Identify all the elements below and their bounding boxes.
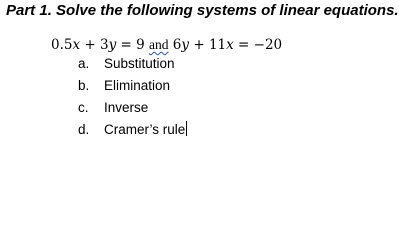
equation-line <box>51 36 282 54</box>
list-item <box>78 119 187 141</box>
equation-text: + 11 <box>189 37 227 53</box>
list-marker: a. <box>78 56 90 71</box>
method-list <box>78 53 187 141</box>
list-item-label: Elimination <box>104 78 171 93</box>
list-marker: b. <box>78 78 90 93</box>
list-item-label: Cramer’s rule <box>104 122 186 137</box>
equation-text: 6 <box>168 37 182 53</box>
list-marker: c. <box>78 100 89 115</box>
list-item <box>78 97 187 119</box>
connector-word: and <box>149 37 169 52</box>
equation-text: 0.5 <box>51 37 73 53</box>
list-marker: d. <box>78 122 90 137</box>
list-item-label: Substitution <box>104 56 175 71</box>
list-item <box>78 75 187 97</box>
list-item-label: Inverse <box>104 100 149 115</box>
equation-text: + 3 <box>80 37 109 53</box>
equation-variable: y <box>108 37 117 53</box>
equation-text: = 9 <box>116 37 150 53</box>
text-cursor[interactable] <box>186 121 187 136</box>
equation-text: = −20 <box>233 37 283 53</box>
equation-variable: x <box>226 37 234 53</box>
list-item <box>78 53 187 75</box>
equation-variable: y <box>181 37 190 53</box>
equation-variable: x <box>72 37 81 53</box>
section-heading: Part 1. Solve the following systems of linear equations. <box>6 2 399 19</box>
